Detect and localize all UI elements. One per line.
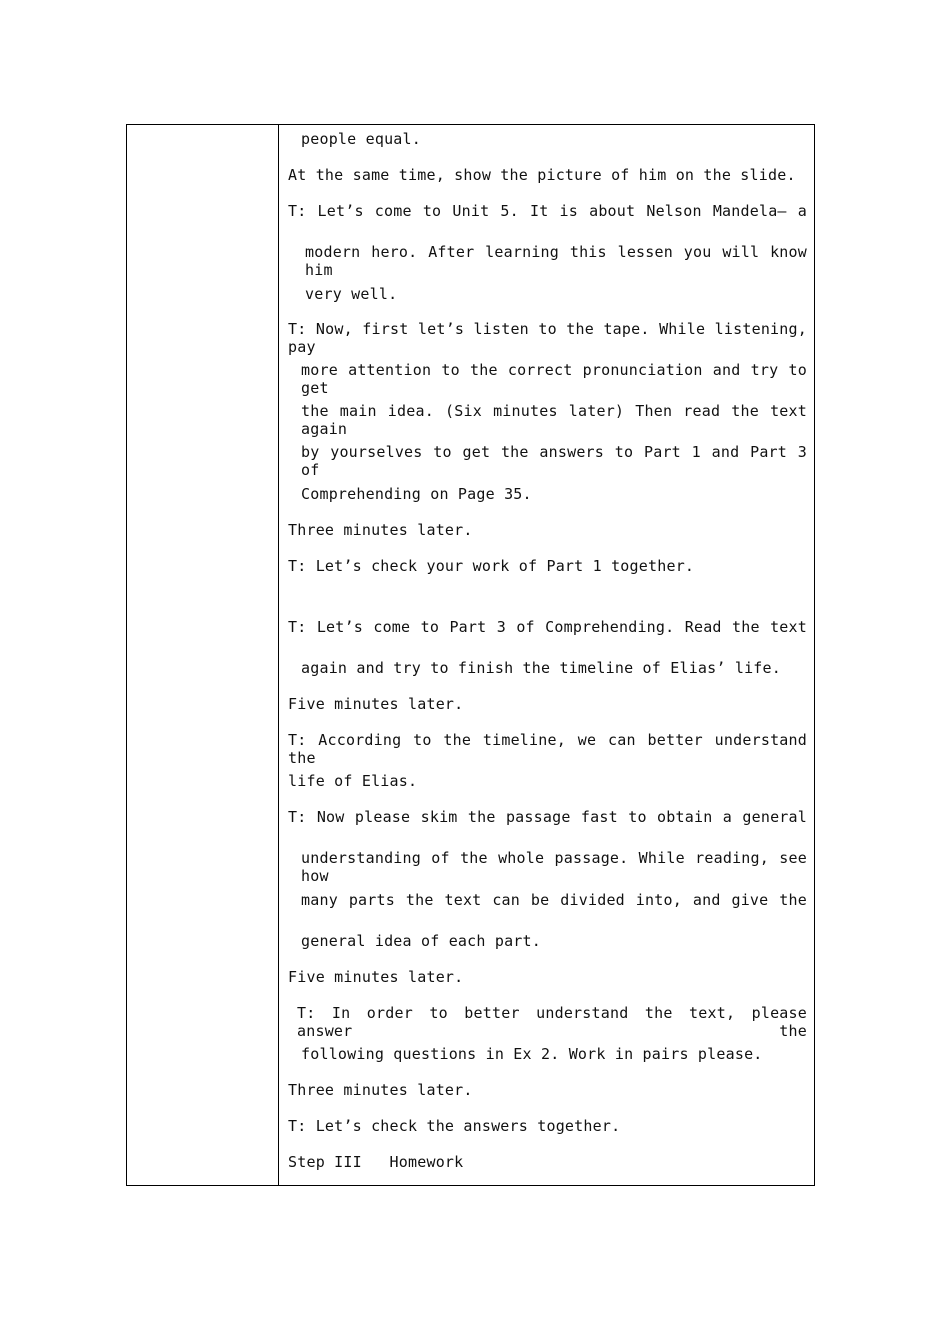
text-line: modern hero. After learning this lessen you will know him bbox=[305, 243, 807, 279]
text-line: many parts the text can be divided into, and give the bbox=[301, 891, 807, 909]
text-line: more attention to the correct pronunciation and try to get bbox=[301, 361, 807, 397]
left-column-cell bbox=[127, 125, 279, 1185]
text-line: very well. bbox=[305, 285, 398, 303]
procedure-cell bbox=[279, 125, 814, 1185]
text-line: Three minutes later. bbox=[288, 1081, 473, 1099]
lesson-plan-table bbox=[126, 124, 815, 1186]
text-line: Five minutes later. bbox=[288, 695, 464, 713]
text-line: T: Let’s come to Part 3 of Comprehending. Read the text bbox=[288, 618, 807, 636]
text-line: life of Elias. bbox=[288, 772, 418, 790]
text-line: T: Let’s come to Unit 5. It is about Nelson Mandela— a bbox=[288, 202, 807, 220]
text-line: T: Let’s check your work of Part 1 together. bbox=[288, 557, 695, 575]
text-line: At the same time, show the picture of him on the slide. bbox=[288, 166, 796, 184]
text-line: Comprehending on Page 35. bbox=[301, 485, 532, 503]
text-line: T: Now please skim the passage fast to obtain a general bbox=[288, 808, 807, 826]
text-line: T: Let’s check the answers together. bbox=[288, 1117, 621, 1135]
text-line: by yourselves to get the answers to Part 1 and Part 3 of bbox=[301, 443, 807, 479]
text-line: Three minutes later. bbox=[288, 521, 473, 539]
text-line: people equal. bbox=[301, 130, 421, 148]
text-line: T: Now, first let’s listen to the tape. While listening, pay bbox=[288, 320, 807, 356]
text-line: T: In order to better understand the text, please answer the bbox=[297, 1004, 807, 1040]
text-line: the main idea. (Six minutes later) Then read the text again bbox=[301, 402, 807, 438]
text-line: T: According to the timeline, we can better understand the bbox=[288, 731, 807, 767]
text-line: general idea of each part. bbox=[301, 932, 541, 950]
text-line: following questions in Ex 2. Work in pairs please. bbox=[301, 1045, 763, 1063]
text-line: Five minutes later. bbox=[288, 968, 464, 986]
step-heading: Step III Homework bbox=[288, 1153, 464, 1171]
text-line: understanding of the whole passage. While reading, see how bbox=[301, 849, 807, 885]
text-line: again and try to finish the timeline of Elias’ life. bbox=[301, 659, 781, 677]
